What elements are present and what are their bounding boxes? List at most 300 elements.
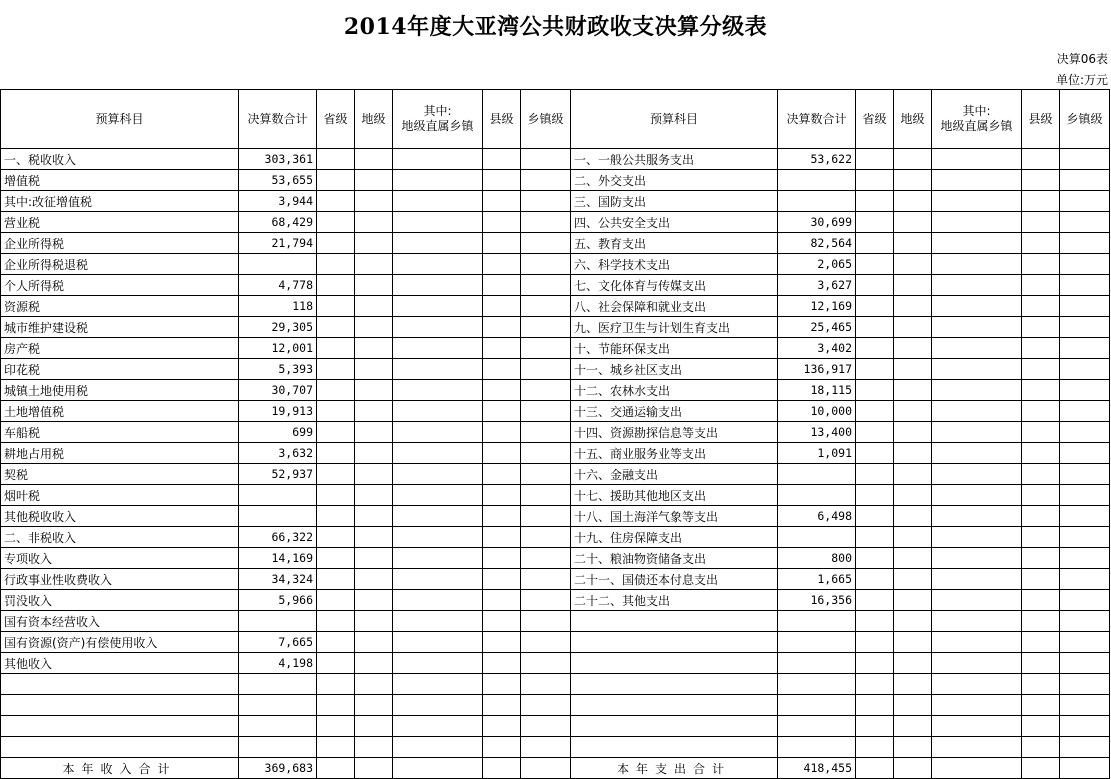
expense-level-cell	[1022, 527, 1060, 548]
expense-item-label: 十一、城乡社区支出	[571, 359, 778, 380]
expense-level-cell	[894, 611, 932, 632]
expense-level-cell	[1022, 422, 1060, 443]
income-level-cell	[393, 653, 483, 674]
expense-level-cell	[1060, 485, 1110, 506]
expense-level-cell	[856, 275, 894, 296]
expense-level-cell	[1060, 212, 1110, 233]
header-direct-town-income: 其中: 地级直属乡镇	[393, 90, 483, 149]
income-item-label: 耕地占用税	[1, 443, 239, 464]
budget-table	[0, 89, 1110, 779]
income-level-cell	[483, 632, 521, 653]
expense-level-cell	[1022, 443, 1060, 464]
income-level-cell	[483, 359, 521, 380]
expense-level-cell	[856, 317, 894, 338]
expense-level-cell	[1022, 611, 1060, 632]
expense-level-cell	[932, 317, 1022, 338]
expense-level-cell	[932, 338, 1022, 359]
income-level-cell	[521, 380, 571, 401]
income-item-value: 68,429	[239, 212, 317, 233]
expense-level-cell	[1022, 485, 1060, 506]
expense-level-cell	[894, 527, 932, 548]
expense-total-label: 本年支出合计	[571, 758, 778, 779]
income-item-value	[239, 254, 317, 275]
expense-level-cell	[932, 275, 1022, 296]
expense-level-cell	[1060, 254, 1110, 275]
expense-level-cell	[932, 632, 1022, 653]
income-item-value: 3,944	[239, 191, 317, 212]
expense-item-label	[571, 737, 778, 758]
income-item-label	[1, 716, 239, 737]
expense-level-cell	[894, 569, 932, 590]
expense-item-label: 七、文化体育与传媒支出	[571, 275, 778, 296]
income-level-cell	[483, 611, 521, 632]
income-level-cell	[521, 569, 571, 590]
expense-item-value	[778, 674, 856, 695]
expense-level-cell	[1060, 590, 1110, 611]
expense-item-value: 800	[778, 548, 856, 569]
header-city-income: 地级	[355, 90, 393, 149]
income-item-label	[1, 737, 239, 758]
expense-level-cell	[894, 275, 932, 296]
expense-level-cell	[1060, 380, 1110, 401]
income-level-cell	[355, 296, 393, 317]
expense-level-cell	[856, 380, 894, 401]
expense-level-cell	[1022, 716, 1060, 737]
expense-level-cell	[932, 296, 1022, 317]
expense-level-cell	[1022, 233, 1060, 254]
expense-level-cell	[1060, 338, 1110, 359]
expense-total-value: 418,455	[778, 758, 856, 779]
expense-level-cell	[894, 191, 932, 212]
income-level-cell	[521, 254, 571, 275]
income-item-label: 土地增值税	[1, 401, 239, 422]
income-item-value: 52,937	[239, 464, 317, 485]
table-row	[1, 674, 1110, 695]
expense-level-cell	[1022, 695, 1060, 716]
expense-level-cell	[894, 149, 932, 170]
table-row	[1, 506, 1110, 527]
table-row	[1, 737, 1110, 758]
income-level-cell	[393, 212, 483, 233]
expense-item-value: 6,498	[778, 506, 856, 527]
income-item-label: 国有资源(资产)有偿使用收入	[1, 632, 239, 653]
expense-item-label: 二、外交支出	[571, 170, 778, 191]
expense-level-cell	[1022, 674, 1060, 695]
income-level-cell	[355, 548, 393, 569]
expense-level-cell	[932, 548, 1022, 569]
expense-item-value: 3,627	[778, 275, 856, 296]
income-level-cell	[317, 569, 355, 590]
expense-level-cell	[894, 359, 932, 380]
income-level-cell	[317, 317, 355, 338]
income-item-value: 4,778	[239, 275, 317, 296]
header-province-income: 省级	[317, 90, 355, 149]
income-item-label: 营业税	[1, 212, 239, 233]
income-item-label: 城镇土地使用税	[1, 380, 239, 401]
income-level-cell	[521, 149, 571, 170]
table-row	[1, 338, 1110, 359]
header-county-expense: 县级	[1022, 90, 1060, 149]
income-item-label: 二、非税收入	[1, 527, 239, 548]
table-row	[1, 632, 1110, 653]
expense-item-value: 1,665	[778, 569, 856, 590]
expense-level-cell	[1022, 401, 1060, 422]
income-item-value: 29,305	[239, 317, 317, 338]
expense-item-value	[778, 737, 856, 758]
expense-level-cell	[932, 422, 1022, 443]
income-item-label: 个人所得税	[1, 275, 239, 296]
income-level-cell	[355, 380, 393, 401]
table-row	[1, 359, 1110, 380]
expense-item-value	[778, 695, 856, 716]
expense-level-cell	[856, 149, 894, 170]
expense-level-cell	[856, 569, 894, 590]
expense-level-cell	[856, 422, 894, 443]
income-level-cell	[393, 674, 483, 695]
income-level-cell	[355, 443, 393, 464]
expense-level-cell	[1022, 317, 1060, 338]
income-level-cell	[317, 275, 355, 296]
expense-level-cell	[894, 443, 932, 464]
expense-level-cell	[894, 296, 932, 317]
expense-level-cell	[856, 485, 894, 506]
income-item-label: 企业所得税	[1, 233, 239, 254]
income-level-cell	[483, 548, 521, 569]
expense-level-cell	[856, 170, 894, 191]
income-level-cell	[393, 632, 483, 653]
income-level-cell	[317, 485, 355, 506]
expense-item-label: 八、社会保障和就业支出	[571, 296, 778, 317]
income-level-cell	[483, 590, 521, 611]
income-item-value	[239, 611, 317, 632]
income-level-cell	[521, 485, 571, 506]
expense-level-cell	[856, 359, 894, 380]
expense-item-label: 二十一、国债还本付息支出	[571, 569, 778, 590]
expense-level-cell	[894, 632, 932, 653]
table-row	[1, 254, 1110, 275]
expense-level-cell	[1060, 737, 1110, 758]
expense-item-label: 四、公共安全支出	[571, 212, 778, 233]
income-item-value: 3,632	[239, 443, 317, 464]
income-item-label: 企业所得税退税	[1, 254, 239, 275]
income-level-cell	[355, 338, 393, 359]
expense-level-cell	[1060, 191, 1110, 212]
income-level-cell	[483, 422, 521, 443]
expense-level-cell	[1060, 443, 1110, 464]
expense-level-cell	[894, 716, 932, 737]
income-item-value: 30,707	[239, 380, 317, 401]
expense-level-cell	[1022, 296, 1060, 317]
expense-level-cell	[932, 212, 1022, 233]
income-level-cell	[393, 464, 483, 485]
income-level-cell	[393, 590, 483, 611]
expense-level-cell	[1060, 674, 1110, 695]
income-level-cell	[393, 506, 483, 527]
income-level-cell	[355, 737, 393, 758]
expense-item-label: 十七、援助其他地区支出	[571, 485, 778, 506]
expense-level-cell	[856, 506, 894, 527]
income-level-cell	[483, 170, 521, 191]
income-level-cell	[483, 275, 521, 296]
income-level-cell	[393, 422, 483, 443]
income-level-cell	[521, 464, 571, 485]
expense-item-value: 3,402	[778, 338, 856, 359]
expense-level-cell	[856, 653, 894, 674]
income-item-label	[1, 674, 239, 695]
expense-level-cell	[932, 464, 1022, 485]
income-level-cell	[317, 737, 355, 758]
income-level-cell	[317, 611, 355, 632]
income-level-cell	[483, 695, 521, 716]
expense-level-cell	[932, 233, 1022, 254]
income-level-cell	[355, 569, 393, 590]
header-direct-town-expense: 其中: 地级直属乡镇	[932, 90, 1022, 149]
expense-item-value	[778, 716, 856, 737]
income-level-cell	[393, 569, 483, 590]
income-level-cell	[393, 275, 483, 296]
income-level-cell	[317, 695, 355, 716]
income-level-cell	[483, 296, 521, 317]
income-item-value	[239, 485, 317, 506]
page-title: 2014年度大亚湾公共财政收支决算分级表	[343, 14, 768, 40]
income-level-cell	[521, 296, 571, 317]
expense-level-cell	[1060, 149, 1110, 170]
income-item-value: 21,794	[239, 233, 317, 254]
income-level-cell	[521, 191, 571, 212]
expense-level-cell	[894, 401, 932, 422]
expense-level-cell	[894, 317, 932, 338]
expense-level-cell	[1060, 296, 1110, 317]
table-row	[1, 170, 1110, 191]
income-item-label: 车船税	[1, 422, 239, 443]
expense-item-value	[778, 527, 856, 548]
expense-level-cell	[856, 296, 894, 317]
expense-item-value	[778, 170, 856, 191]
expense-level-cell	[932, 359, 1022, 380]
expense-level-cell	[932, 443, 1022, 464]
expense-item-value: 25,465	[778, 317, 856, 338]
expense-level-cell	[856, 737, 894, 758]
expense-level-cell	[932, 653, 1022, 674]
table-row	[1, 485, 1110, 506]
expense-level-cell	[932, 737, 1022, 758]
expense-level-cell	[1022, 254, 1060, 275]
expense-level-cell	[856, 464, 894, 485]
header-county-income: 县级	[483, 90, 521, 149]
income-level-cell	[521, 527, 571, 548]
income-level-cell	[521, 548, 571, 569]
header-province-expense: 省级	[856, 90, 894, 149]
expense-item-label: 十四、资源勘探信息等支出	[571, 422, 778, 443]
expense-level-cell	[932, 380, 1022, 401]
income-level-cell	[355, 191, 393, 212]
expense-level-cell	[932, 149, 1022, 170]
expense-item-value: 1,091	[778, 443, 856, 464]
income-level-cell	[317, 590, 355, 611]
income-level-cell	[355, 716, 393, 737]
expense-item-label: 十六、金融支出	[571, 464, 778, 485]
income-level-cell	[521, 695, 571, 716]
expense-level-cell	[1060, 233, 1110, 254]
income-level-cell	[317, 548, 355, 569]
income-level-cell	[317, 632, 355, 653]
expense-item-value: 136,917	[778, 359, 856, 380]
expense-level-cell	[856, 338, 894, 359]
income-level-cell	[483, 653, 521, 674]
table-row	[1, 191, 1110, 212]
expense-item-label: 十五、商业服务业等支出	[571, 443, 778, 464]
expense-item-label	[571, 632, 778, 653]
income-level-cell	[355, 527, 393, 548]
table-row	[1, 422, 1110, 443]
expense-level-cell	[932, 716, 1022, 737]
income-level-cell	[317, 359, 355, 380]
income-level-cell	[355, 401, 393, 422]
expense-item-value: 53,622	[778, 149, 856, 170]
income-level-cell	[317, 233, 355, 254]
income-level-cell	[483, 254, 521, 275]
income-level-cell	[483, 401, 521, 422]
header-row	[1, 90, 1110, 149]
header-total-income: 决算数合计	[239, 90, 317, 149]
expense-item-label: 三、国防支出	[571, 191, 778, 212]
income-level-cell	[483, 737, 521, 758]
income-level-cell	[393, 737, 483, 758]
income-level-cell	[393, 254, 483, 275]
income-item-label: 罚没收入	[1, 590, 239, 611]
income-item-label: 专项收入	[1, 548, 239, 569]
income-level-cell	[355, 149, 393, 170]
expense-item-label	[571, 695, 778, 716]
expense-item-label	[571, 674, 778, 695]
expense-level-cell	[894, 737, 932, 758]
income-level-cell	[521, 338, 571, 359]
income-level-cell	[355, 590, 393, 611]
expense-level-cell	[932, 611, 1022, 632]
income-item-value: 19,913	[239, 401, 317, 422]
income-item-label: 国有资本经营收入	[1, 611, 239, 632]
income-level-cell	[393, 716, 483, 737]
expense-level-cell	[856, 611, 894, 632]
income-item-value: 12,001	[239, 338, 317, 359]
expense-level-cell	[894, 422, 932, 443]
income-level-cell	[483, 443, 521, 464]
expense-item-label: 六、科学技术支出	[571, 254, 778, 275]
income-level-cell	[317, 380, 355, 401]
income-level-cell	[393, 233, 483, 254]
expense-level-cell	[1060, 569, 1110, 590]
table-row	[1, 296, 1110, 317]
income-level-cell	[521, 170, 571, 191]
expense-item-value: 2,065	[778, 254, 856, 275]
income-level-cell	[317, 527, 355, 548]
income-item-label: 一、税收收入	[1, 149, 239, 170]
income-level-cell	[393, 359, 483, 380]
income-level-cell	[521, 737, 571, 758]
income-item-value: 4,198	[239, 653, 317, 674]
expense-level-cell	[1022, 149, 1060, 170]
expense-level-cell	[894, 548, 932, 569]
expense-item-label: 十九、住房保障支出	[571, 527, 778, 548]
expense-level-cell	[856, 191, 894, 212]
income-level-cell	[355, 485, 393, 506]
expense-item-label: 十二、农林水支出	[571, 380, 778, 401]
income-level-cell	[393, 611, 483, 632]
expense-level-cell	[932, 254, 1022, 275]
expense-level-cell	[856, 695, 894, 716]
expense-level-cell	[1060, 527, 1110, 548]
income-level-cell	[521, 317, 571, 338]
expense-item-value	[778, 653, 856, 674]
expense-level-cell	[856, 590, 894, 611]
income-level-cell	[483, 464, 521, 485]
expense-level-cell	[856, 443, 894, 464]
income-level-cell	[355, 611, 393, 632]
expense-level-cell	[932, 485, 1022, 506]
table-row	[1, 569, 1110, 590]
expense-item-label: 十八、国土海洋气象等支出	[571, 506, 778, 527]
income-level-cell	[521, 275, 571, 296]
header-town-expense: 乡镇级	[1060, 90, 1110, 149]
income-level-cell	[521, 590, 571, 611]
expense-item-label: 十、节能环保支出	[571, 338, 778, 359]
income-level-cell	[355, 653, 393, 674]
income-level-cell	[317, 401, 355, 422]
expense-level-cell	[894, 170, 932, 191]
expense-level-cell	[1060, 632, 1110, 653]
table-row	[1, 149, 1110, 170]
expense-item-value	[778, 485, 856, 506]
expense-level-cell	[1022, 191, 1060, 212]
expense-level-cell	[1022, 275, 1060, 296]
income-item-value: 5,966	[239, 590, 317, 611]
income-level-cell	[355, 632, 393, 653]
expense-level-cell	[1060, 506, 1110, 527]
income-level-cell	[355, 674, 393, 695]
income-level-cell	[393, 170, 483, 191]
expense-level-cell	[1022, 590, 1060, 611]
income-level-cell	[355, 212, 393, 233]
expense-level-cell	[932, 674, 1022, 695]
income-item-label	[1, 695, 239, 716]
income-level-cell	[355, 506, 393, 527]
table-row	[1, 443, 1110, 464]
expense-item-label: 九、医疗卫生与计划生育支出	[571, 317, 778, 338]
income-total-value: 369,683	[239, 758, 317, 779]
expense-level-cell	[1060, 716, 1110, 737]
expense-level-cell	[1022, 506, 1060, 527]
table-row	[1, 317, 1110, 338]
table-row	[1, 380, 1110, 401]
income-item-label: 增值税	[1, 170, 239, 191]
income-level-cell	[483, 212, 521, 233]
expense-level-cell	[894, 653, 932, 674]
income-level-cell	[483, 569, 521, 590]
income-level-cell	[483, 674, 521, 695]
table-row	[1, 212, 1110, 233]
expense-item-label: 一、一般公共服务支出	[571, 149, 778, 170]
income-level-cell	[483, 380, 521, 401]
income-level-cell	[393, 443, 483, 464]
income-level-cell	[483, 506, 521, 527]
expense-item-value	[778, 611, 856, 632]
income-level-cell	[521, 233, 571, 254]
income-level-cell	[317, 296, 355, 317]
income-level-cell	[521, 716, 571, 737]
expense-level-cell	[894, 674, 932, 695]
income-level-cell	[317, 674, 355, 695]
expense-level-cell	[856, 212, 894, 233]
